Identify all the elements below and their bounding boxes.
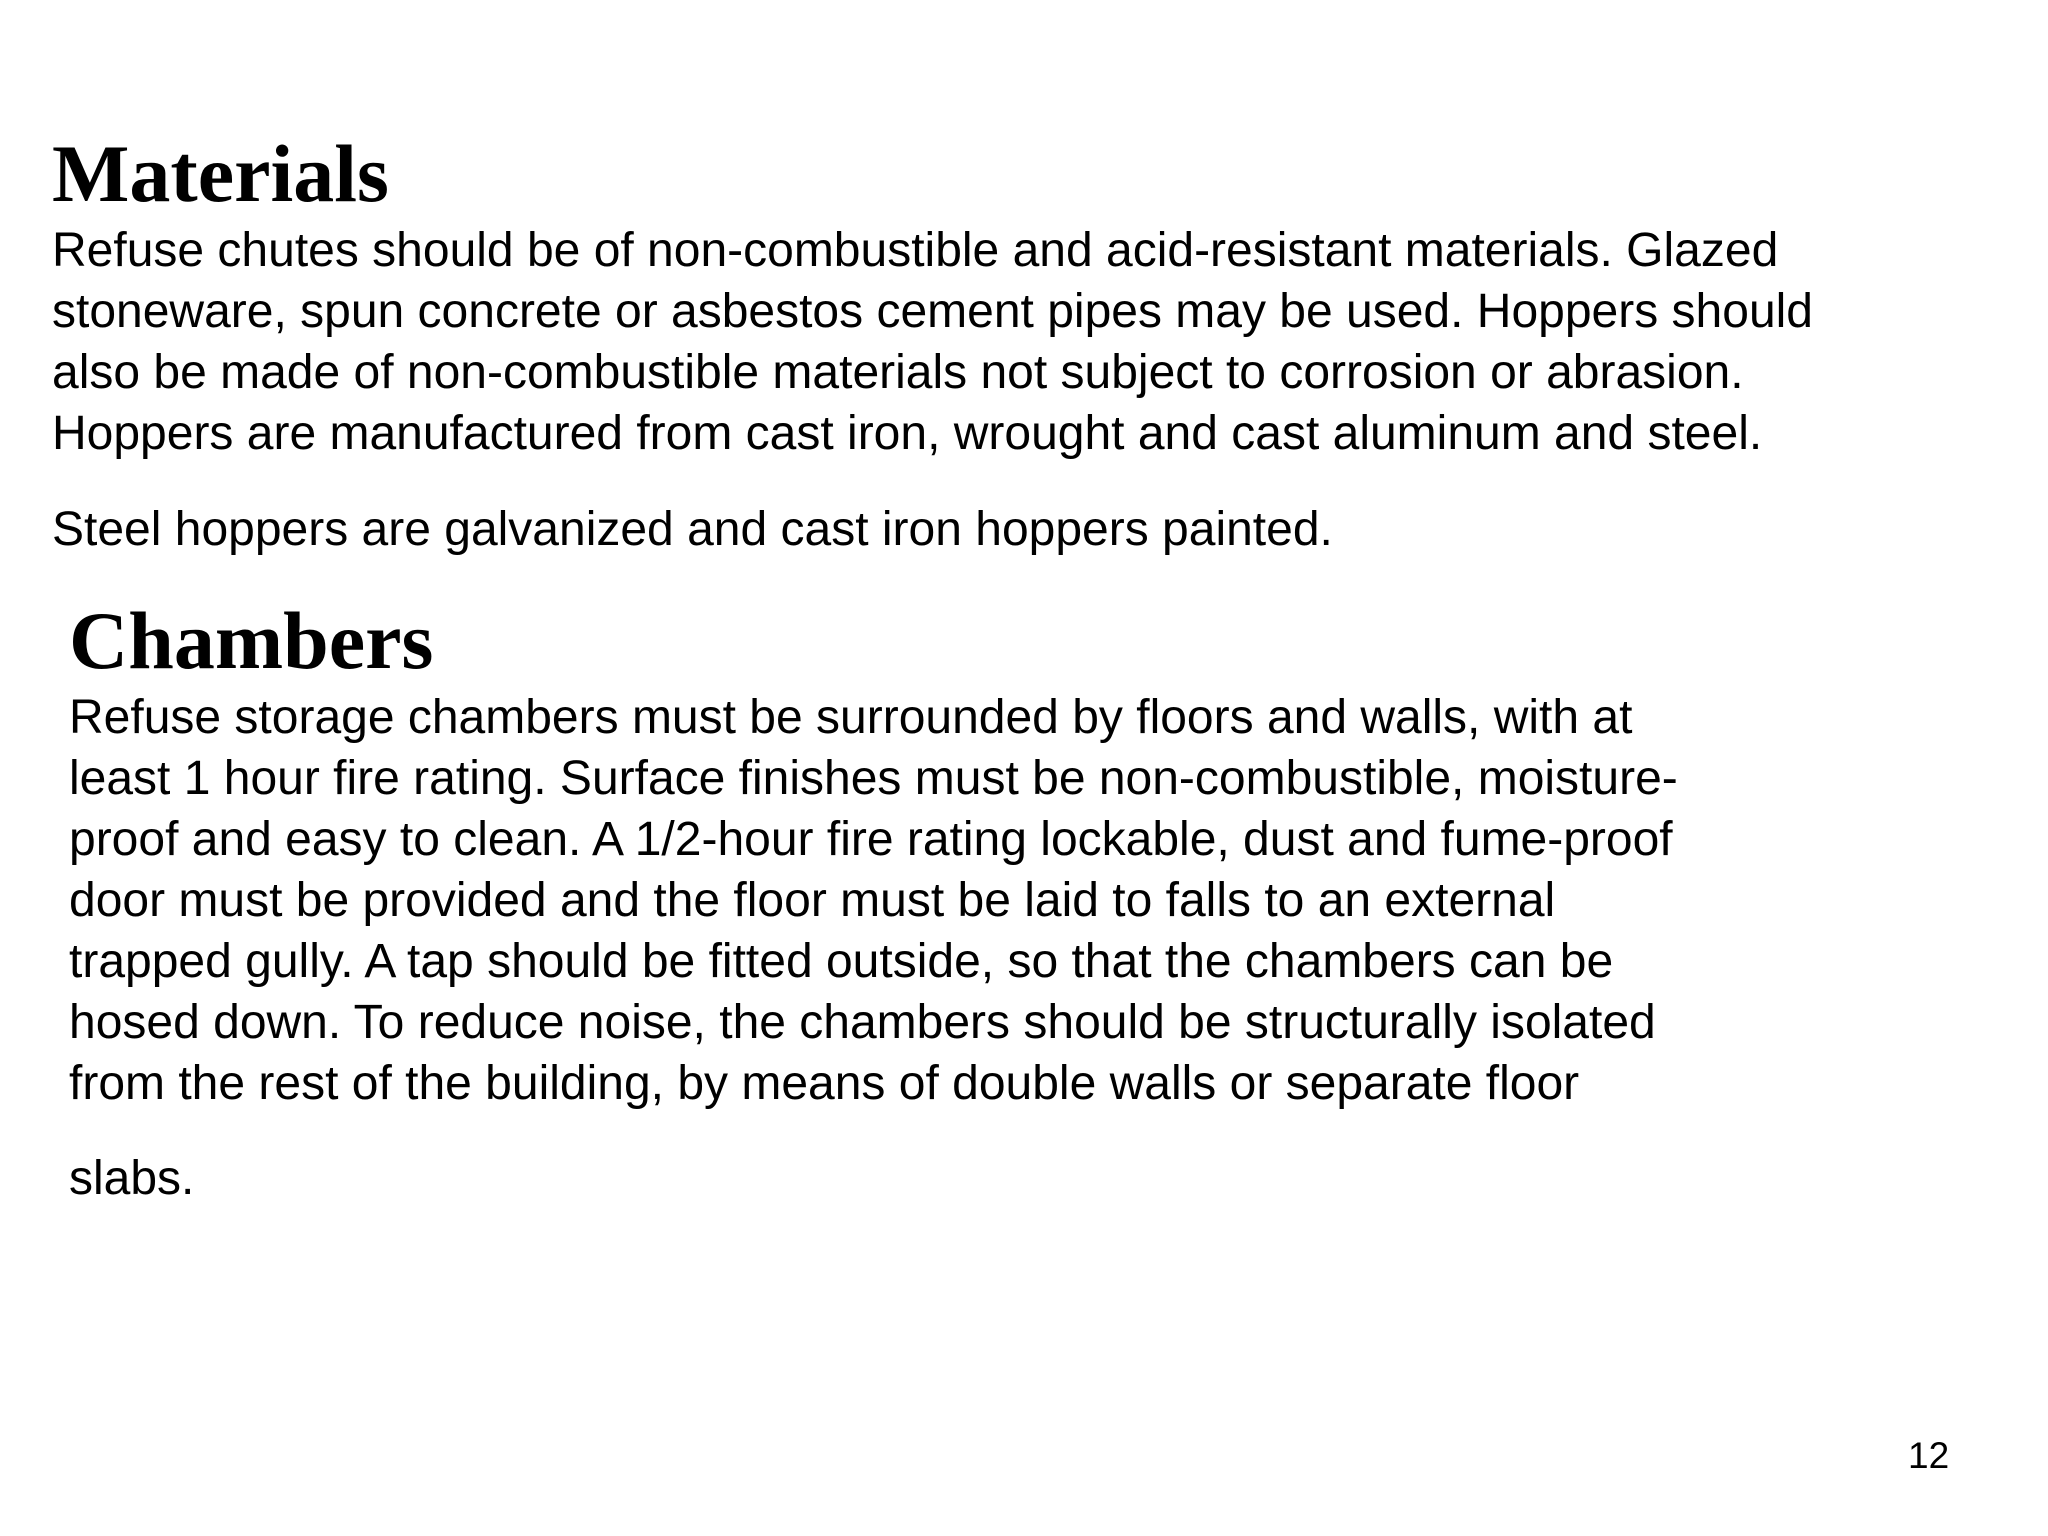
page-number: 12 [1908, 1435, 1950, 1476]
text-line: trapped gully. A tap should be fitted outside, so that the chambers can be [69, 935, 1614, 988]
chambers-heading: Chambers [69, 595, 434, 686]
text-line: hosed down. To reduce noise, the chambers should be structurally isolated [69, 996, 1656, 1049]
text-line: stoneware, spun concrete or asbestos cement pipes may be used. Hoppers should [52, 285, 1813, 338]
text-line: Hoppers are manufactured from cast iron, wrought and cast aluminum and steel. [52, 407, 1763, 460]
text-line: Refuse storage chambers must be surrounded by floors and walls, with at [69, 691, 1633, 744]
materials-heading: Materials [52, 128, 389, 219]
text-line: least 1 hour fire rating. Surface finishes must be non-combustible, moisture- [69, 752, 1678, 805]
text-line: Refuse chutes should be of non-combustible and acid-resistant materials. Glazed [52, 224, 1779, 277]
chambers-paragraph [69, 687, 1678, 1114]
materials-paragraph [52, 220, 1813, 464]
text-line: door must be provided and the floor must be laid to falls to an external [69, 874, 1556, 927]
text-line: also be made of non-combustible materials not subject to corrosion or abrasion. [52, 346, 1744, 399]
materials-paragraph-2: Steel hoppers are galvanized and cast iron hoppers painted. [52, 503, 1333, 556]
text-line: from the rest of the building, by means of double walls or separate floor [69, 1057, 1580, 1110]
text-line: proof and easy to clean. A 1/2-hour fire rating lockable, dust and fume-proof [69, 813, 1673, 866]
chambers-paragraph-2: slabs. [69, 1152, 195, 1205]
